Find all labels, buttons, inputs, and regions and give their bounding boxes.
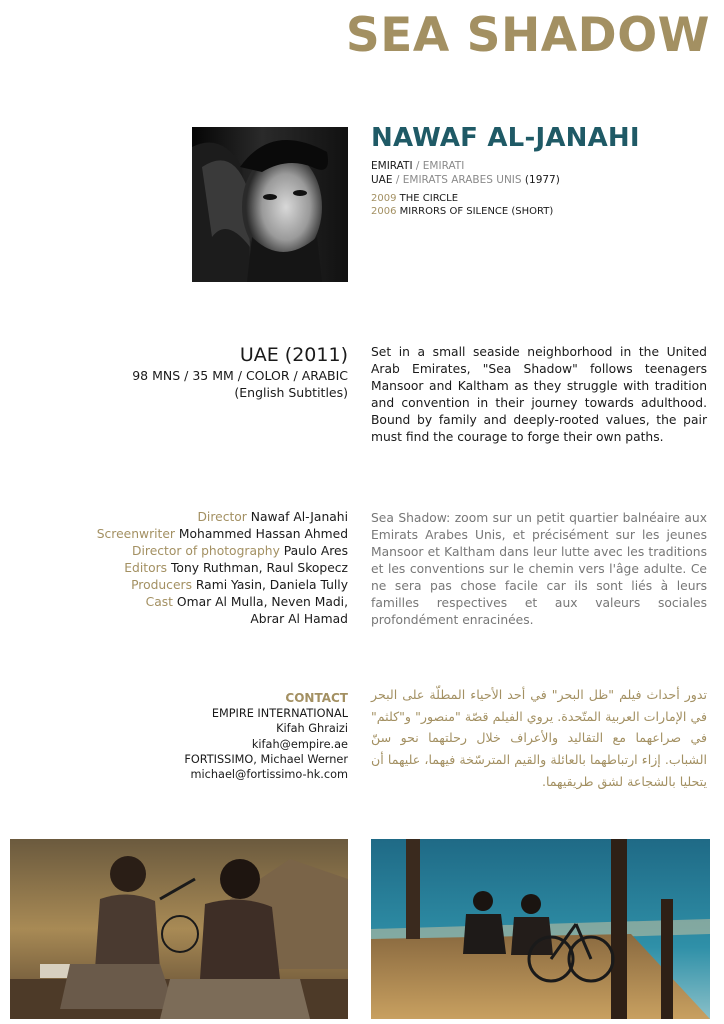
credit-line	[48, 594, 348, 611]
credit-line	[48, 611, 348, 628]
credit-role: Director of photography	[132, 543, 280, 558]
credit-role: Editors	[124, 560, 168, 575]
contact-line: Kifah Ghraizi	[276, 722, 348, 736]
credit-line	[48, 509, 348, 526]
contact-line: FORTISSIMO, Michael Werner	[184, 752, 348, 766]
nationality-fr: EMIRATI	[422, 159, 465, 172]
credits-list	[48, 509, 348, 628]
filmography	[371, 192, 711, 219]
credit-names: Nawaf Al-Janahi	[250, 510, 348, 524]
credit-line	[48, 577, 348, 594]
subtitles-note: (English Subtitles)	[234, 384, 348, 400]
credit-names: Tony Ruthman, Raul Skopecz	[171, 560, 348, 575]
director-nationality: EMIRATI / EMIRATI UAE / EMIRATS ARABES UNIS (1977)	[371, 159, 560, 187]
credit-names: Omar Al Mulla, Neven Madi,	[176, 594, 348, 609]
director-portrait	[192, 127, 348, 282]
country-year: UAE (2011)	[239, 344, 348, 366]
tech-specs: 98 MNS / 35 MM / COLOR / ARABIC	[132, 367, 348, 383]
credit-role: Cast	[145, 594, 173, 609]
credit-names: Abrar Al Hamad	[250, 611, 348, 626]
film-title-item: THE CIRCLE	[399, 192, 459, 204]
credit-names: Mohammed Hassan Ahmed	[178, 526, 348, 541]
credit-role: Director	[197, 510, 247, 524]
synopsis-french: Sea Shadow: zoom sur un petit quartier balnéaire aux Emirats Arabes Unis, et précisément sur les jeunes Mansoor et Kaltham dans leur lutte avec les traditions et les conventions sur le chemin vers l'âge adulte. Ce ne sera pas chose facile car ils sont liés à leurs familles respectives et aux valeurs sociales profondément enracinées.	[371, 511, 707, 627]
director-info	[371, 124, 711, 219]
nationality-en: EMIRATI	[371, 159, 413, 172]
contact-email[interactable]: michael@fortissimo-hk.com	[190, 768, 348, 782]
contact-line: EMPIRE INTERNATIONAL	[211, 707, 348, 721]
birth-year: (1977)	[524, 174, 560, 187]
credit-role: Screenwriter	[96, 526, 175, 541]
film-year: 2009	[371, 192, 397, 204]
contact-email[interactable]: kifah@empire.ae	[251, 737, 348, 751]
contact-heading: CONTACT	[285, 691, 348, 705]
synopsis-english: Set in a small seaside neighborhood in the United Arab Emirates, "Sea Shadow" follows teenagers Mansoor and Kaltham as they struggle with tradition and convention in their journey towards adulthood. Bound by family and deeply-rooted values, the pair must find the courage to forge their own paths.	[371, 345, 707, 444]
film-still-pier	[371, 839, 710, 1019]
filmography-item	[371, 205, 711, 219]
filmography-item	[371, 192, 711, 206]
synopsis-arabic: تدور أحداث فيلم "ظل البحر" في أحد الأحياء المطلّة على البحر في الإمارات العربية المتّحدة. يروي الفيلم قصّة "منصور" و"كلثم" في صراعهما مع التقاليد والأعراف خلال رحلتهما نحو سنّ الشباب. إزاء ارتباطهما بالعائلة والقيم المترسّخة فيهما، عليهما أن يتحليا بالشجاعة لشق طريقيهما.	[371, 687, 707, 789]
country-en: UAE	[371, 174, 393, 187]
contact-block	[48, 690, 348, 782]
film-title-item: MIRRORS OF SILENCE (SHORT)	[399, 206, 554, 218]
film-still-boys	[10, 839, 348, 1019]
credit-line	[48, 526, 348, 543]
technical-details	[48, 345, 348, 402]
film-year: 2006	[371, 206, 397, 218]
credit-names: Paulo Ares	[283, 543, 348, 558]
credit-role: Producers	[131, 577, 192, 592]
country-fr: EMIRATS ARABES UNIS	[402, 174, 522, 187]
credit-line	[48, 560, 348, 577]
film-title: SEA SHADOW	[345, 8, 710, 63]
credit-line	[48, 543, 348, 560]
credit-names: Rami Yasin, Daniela Tully	[195, 577, 348, 592]
director-name: NAWAF AL-JANAHI	[371, 123, 640, 153]
